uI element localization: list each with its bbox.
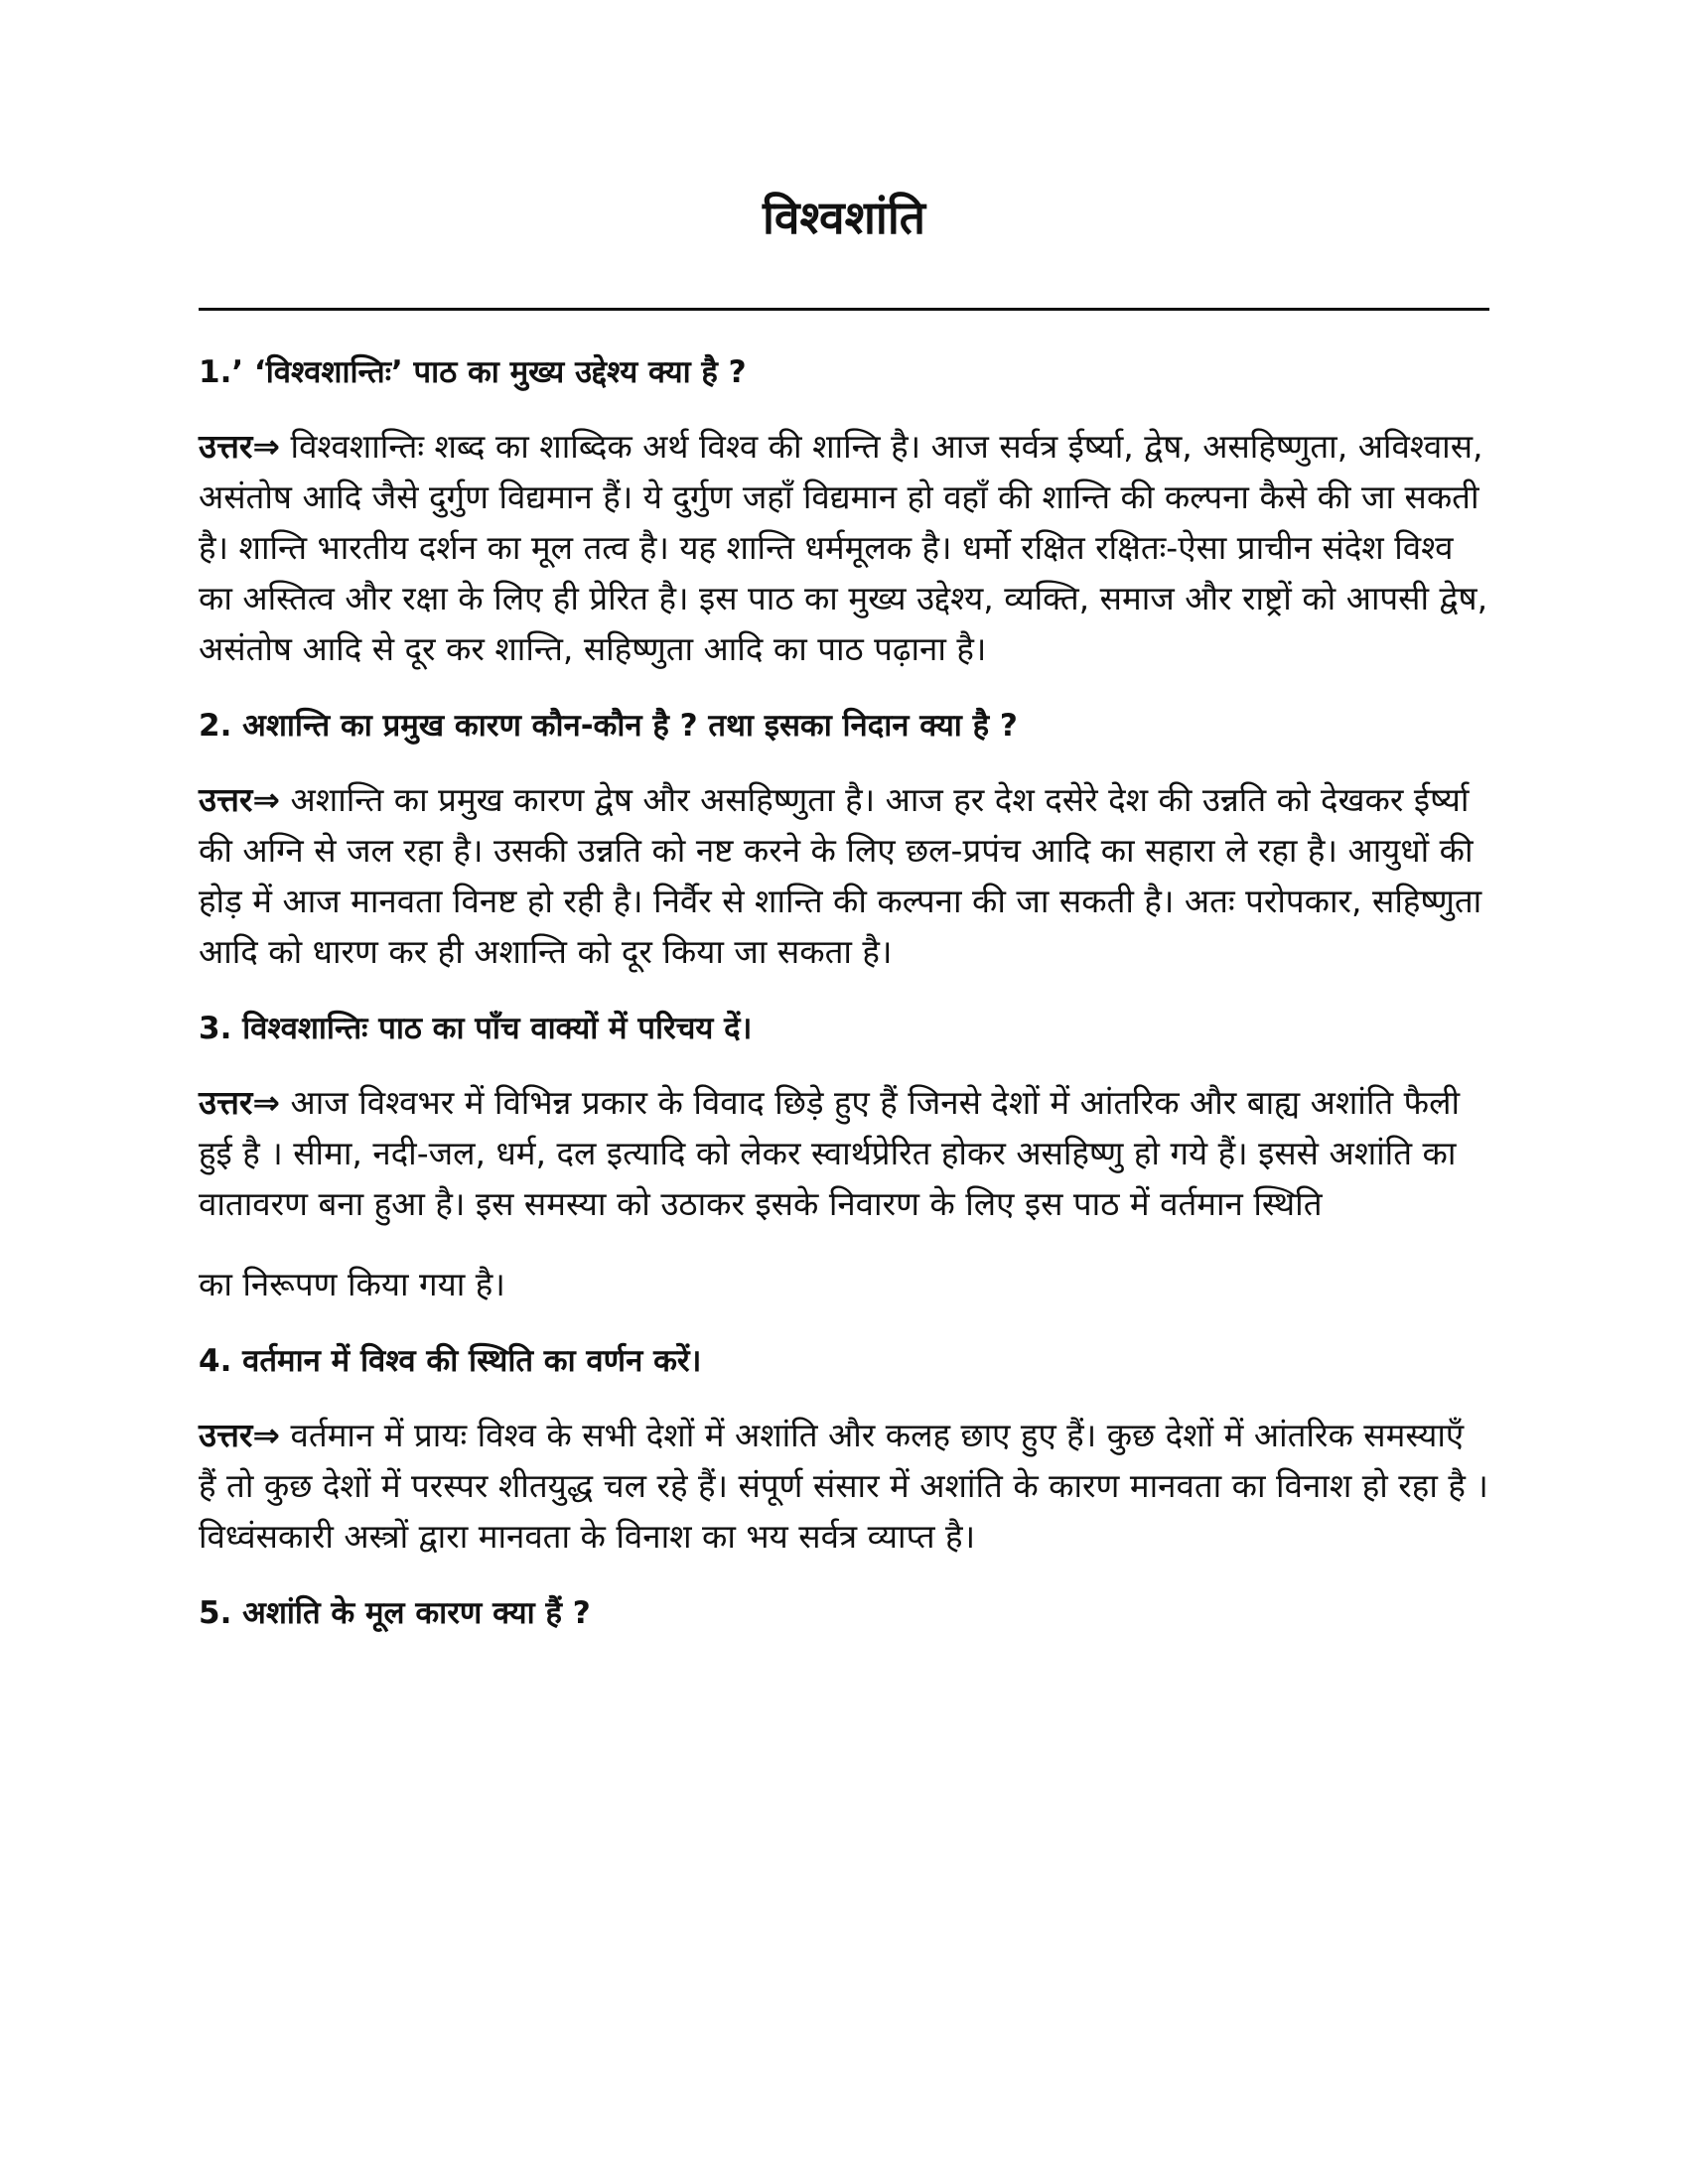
question-block-2 bbox=[199, 704, 1489, 977]
answer-label: उत्तर⇒ bbox=[199, 426, 281, 466]
answer-4 bbox=[199, 1410, 1489, 1562]
answer-label: उत्तर⇒ bbox=[199, 1415, 281, 1454]
answer-text: आज विश्वभर में विभिन्न प्रकार के विवाद छिड़े हुए हैं जिनसे देशों में आंतरिक और बाह्य अशांति फैली हुई है । सीमा, नदी-जल, धर्म, दल इत्यादि को लेकर स्वार्थप्रेरित होकर असहिष्णु हो गये हैं। इससे अशांति का वातावरण बना हुआ है। इस समस्या को उठाकर इसके निवारण के लिए इस पाठ में वर्तमान स्थिति bbox=[199, 1082, 1461, 1223]
answer-text: वर्तमान में प्रायः विश्व के सभी देशों में अशांति और कलह छाए हुए हैं। कुछ देशों में आंतरिक समस्याएँ हैं तो कुछ देशों में परस्पर शीतयुद्ध चल रहे हैं। संपूर्ण संसार में अशांति के कारण मानवता का विनाश हो रहा है । विध्वंसकारी अस्त्रों द्वारा मानवता के विनाश का भय सर्वत्र व्याप्त है। bbox=[199, 1415, 1488, 1556]
answer-3-continuation: का निरूपण किया गया है। bbox=[199, 1264, 505, 1303]
question-5: 5. अशांति के मूल कारण क्या हैं ? bbox=[199, 1594, 591, 1631]
answer-text: अशान्ति का प्रमुख कारण द्वेष और असहिष्णुता है। आज हर देश दसेरे देश की उन्नति को देखकर ईर्ष्या की अग्नि से जल रहा है। उसकी उन्नति को नष्ट करने के लिए छल-प्रपंच आदि का सहारा ले रहा है। आयुधों की होड़ में आज मानवता विनष्ट हो रही है। निर्वैर से शान्ति की कल्पना की जा सकती है। अतः परोपकार, सहिष्णुता आदि को धारण कर ही अशान्ति को दूर किया जा सकता है। bbox=[199, 779, 1482, 971]
title-divider bbox=[199, 308, 1489, 311]
question-2: 2. अशान्ति का प्रमुख कारण कौन-कौन है ? तथा इसका निदान क्या है ? bbox=[199, 707, 1018, 744]
question-block-5 bbox=[199, 1591, 1489, 1636]
question-block-1 bbox=[199, 350, 1489, 674]
question-block-4 bbox=[199, 1339, 1489, 1562]
document-page bbox=[199, 189, 1489, 1661]
answer-label: उत्तर⇒ bbox=[199, 1082, 281, 1122]
answer-1 bbox=[199, 421, 1489, 674]
answer-text: विश्वशान्तिः शब्द का शाब्दिक अर्थ विश्व की शान्ति है। आज सर्वत्र ईर्ष्या, द्वेष, असहिष्णुता, अविश्वास, असंतोष आदि जैसे दुर्गुण विद्यमान हैं। ये दुर्गुण जहाँ विद्यमान हो वहाँ की शान्ति की कल्पना कैसे की जा सकती है। शान्ति भारतीय दर्शन का मूल तत्व है। यह शान्ति धर्ममूलक है। धर्मो रक्षित रक्षितः-ऐसा प्राचीन संदेश विश्व का अस्तित्व और रक्षा के लिए ही प्रेरित है। इस पाठ का मुख्य उद्देश्य, व्यक्ति, समाज और राष्ट्रों को आपसी द्वेष, असंतोष आदि से दूर कर शान्ति, सहिष्णुता आदि का पाठ पढ़ाना है। bbox=[199, 426, 1488, 668]
question-4: 4. वर्तमान में विश्व की स्थिति का वर्णन करें। bbox=[199, 1342, 702, 1379]
answer-2 bbox=[199, 774, 1489, 977]
question-3: 3. विश्वशान्तिः पाठ का पाँच वाक्यों में परिचय दें। bbox=[199, 1010, 753, 1046]
page-title: विश्वशांति bbox=[763, 191, 925, 244]
answer-3 bbox=[199, 1077, 1489, 1229]
question-1: 1.’ ‘विश्वशान्तिः’ पाठ का मुख्य उद्देश्य क्या है ? bbox=[199, 353, 747, 390]
answer-label: उत्तर⇒ bbox=[199, 779, 281, 819]
question-block-3 bbox=[199, 1007, 1489, 1309]
